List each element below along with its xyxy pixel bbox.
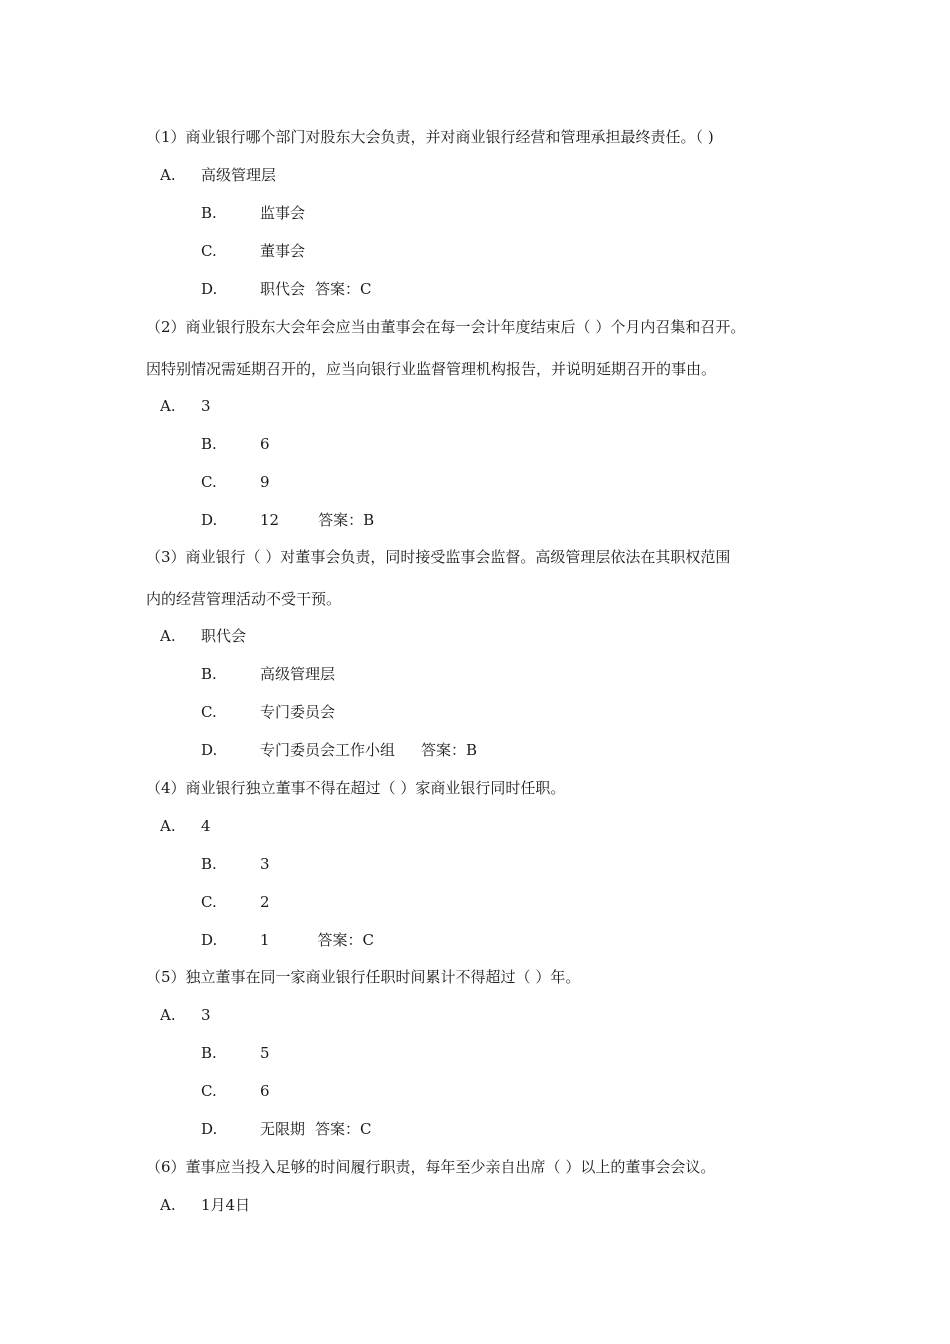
question-4-answer: 答案：C [317,931,375,949]
question-4-option-c-letter: C. [201,893,217,911]
question-4-option-c-text: 2 [260,893,270,911]
question-1-option-a-letter: A. [160,166,176,184]
question-6-option-a-text: 1月4日 [201,1196,251,1214]
question-5-stem-line-1: （5）独立董事在同一家商业银行任职时间累计不得超过（ ）年。 [146,968,581,986]
question-2-option-a-text: 3 [201,397,211,415]
question-2-option-d-text: 12 [260,511,280,529]
question-2-option-d-letter: D. [201,511,218,529]
question-1-option-d-letter: D. [201,280,218,298]
question-3-option-a-text: 职代会 [201,627,247,645]
question-5-option-b-letter: B. [201,1044,217,1062]
question-1-option-a-text: 高级管理层 [201,166,277,184]
question-5-answer: 答案：C [315,1120,372,1138]
question-1-option-d-row [260,279,372,299]
question-3-option-c-text: 专门委员会 [260,703,336,721]
question-1-option-c-letter: C. [201,242,217,260]
question-3-option-a-letter: A. [160,627,176,645]
question-5-option-a-letter: A. [160,1006,176,1024]
question-2-option-c-letter: C. [201,473,217,491]
question-1-stem-line-1: （1）商业银行哪个部门对股东大会负责，并对商业银行经营和管理承担最终责任。（ ) [146,128,714,146]
question-3-option-d-row [260,740,477,760]
question-4-option-b-text: 3 [260,855,270,873]
question-6-option-a-letter: A. [160,1196,176,1214]
question-2-option-c-text: 9 [260,473,270,491]
question-1-option-d-text: 职代会 [260,280,306,298]
question-4-option-b-letter: B. [201,855,217,873]
question-1-option-b-text: 监事会 [260,204,306,222]
question-5-option-c-letter: C. [201,1082,217,1100]
question-2-option-a-letter: A. [160,397,176,415]
question-2-stem-line-1: （2）商业银行股东大会年会应当由董事会在每一会计年度结束后（ ）个月内召集和召开。 [146,318,746,336]
question-4-option-a-text: 4 [201,817,211,835]
question-3-option-b-text: 高级管理层 [260,665,336,683]
question-4-stem-line-1: （4）商业银行独立董事不得在超过（ ）家商业银行同时任职。 [146,779,566,797]
question-5-option-d-text: 无限期 [260,1120,306,1138]
question-3-answer: 答案：B [421,741,478,759]
question-3-stem-line-2: 内的经营管理活动不受干预。 [146,590,342,608]
question-4-option-d-row [260,930,374,950]
question-3-option-c-letter: C. [201,703,217,721]
question-4-option-d-letter: D. [201,931,218,949]
question-1-answer: 答案：C [315,280,372,298]
question-2-stem-line-2: 因特别情况需延期召开的，应当向银行业监督管理机构报告，并说明延期召开的事由。 [146,360,717,378]
question-4-option-a-letter: A. [160,817,176,835]
question-4-option-d-text: 1 [260,931,270,949]
question-5-option-a-text: 3 [201,1006,211,1024]
question-5-option-b-text: 5 [260,1044,270,1062]
question-5-option-d-row [260,1119,372,1139]
question-1-option-c-text: 董事会 [260,242,306,260]
question-1-option-b-letter: B. [201,204,217,222]
question-3-option-d-text: 专门委员会工作小组 [260,741,396,759]
question-3-option-b-letter: B. [201,665,217,683]
question-6-stem-line-1: （6）董事应当投入足够的时间履行职责，每年至少亲自出席（ ）以上的董事会会议。 [146,1158,716,1176]
question-5-option-c-text: 6 [260,1082,270,1100]
question-2-option-d-row [260,510,374,530]
question-5-option-d-letter: D. [201,1120,218,1138]
question-3-stem-line-1: （3）商业银行（ ）对董事会负责，同时接受监事会监督。高级管理层依法在其职权范围 [146,548,731,566]
question-3-option-d-letter: D. [201,741,218,759]
question-2-answer: 答案：B [318,511,375,529]
question-2-option-b-letter: B. [201,435,217,453]
question-2-option-b-text: 6 [260,435,270,453]
